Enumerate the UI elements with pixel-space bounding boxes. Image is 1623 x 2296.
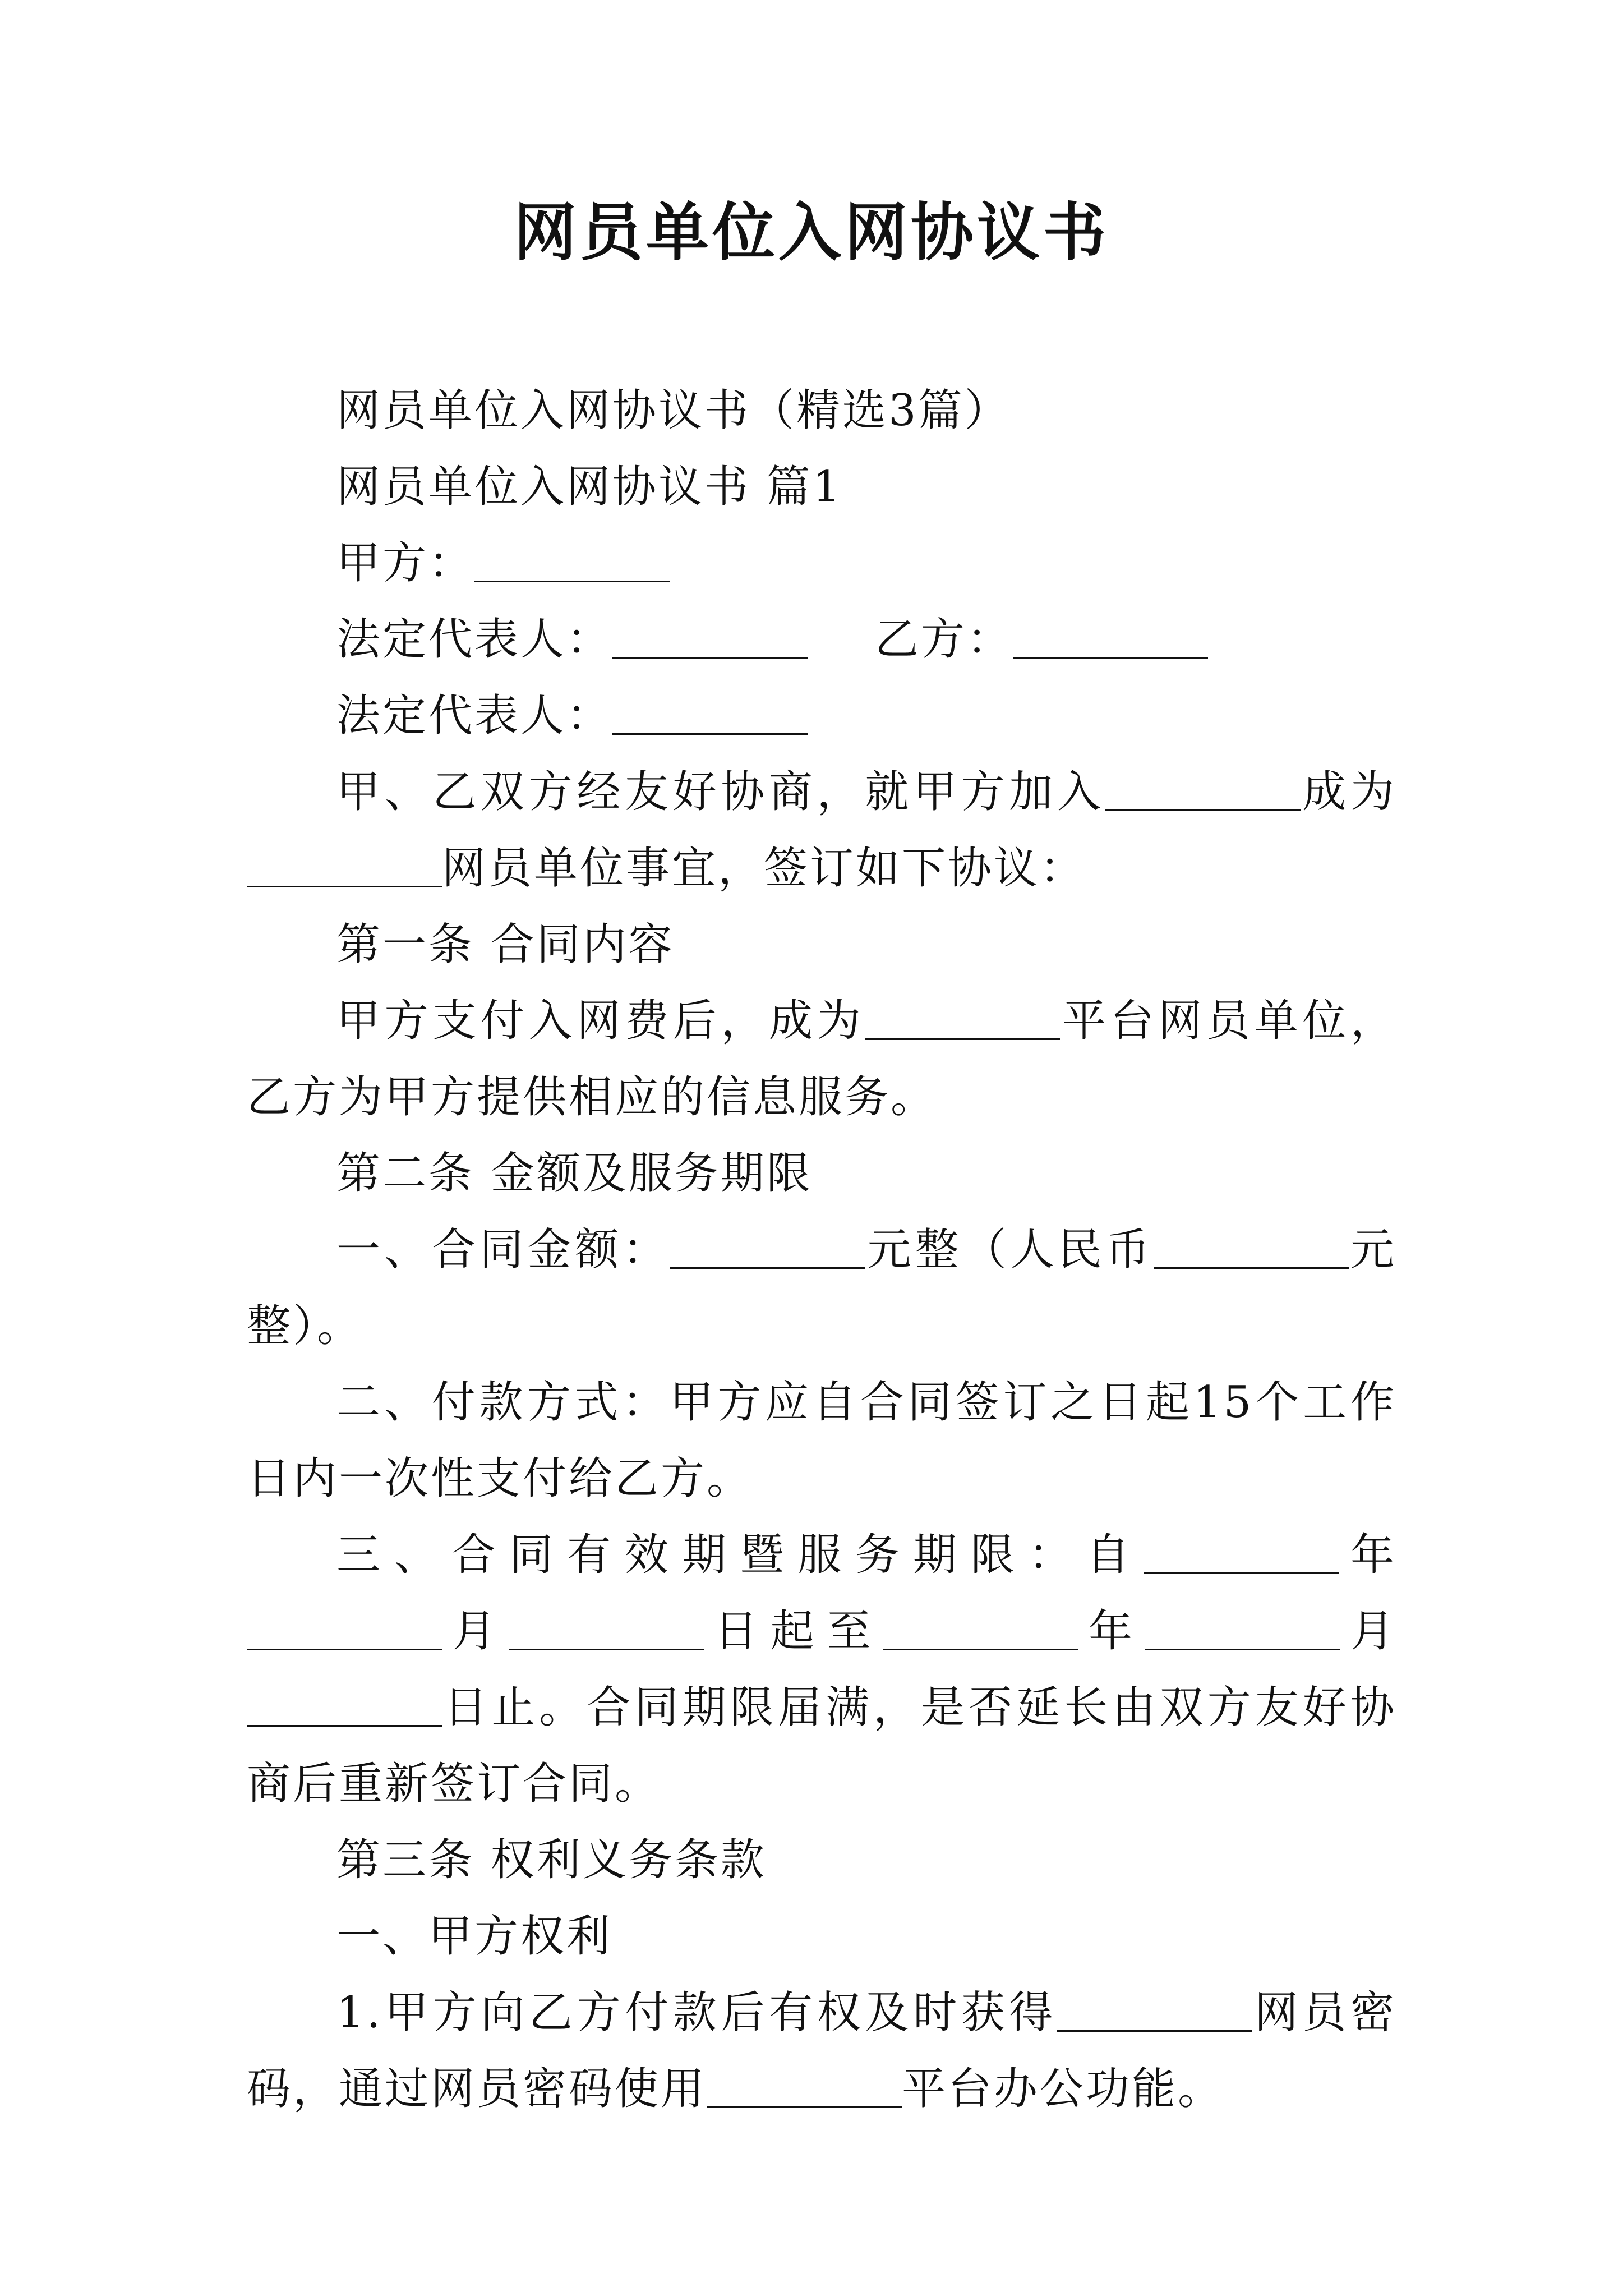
- party-a-label: 甲方：: [336, 538, 475, 588]
- subtitle: 网员单位入网协议书（精选3篇）: [336, 385, 1011, 436]
- blank-line: [247, 1681, 442, 1727]
- article3-sub1: 一、甲方权利: [336, 1911, 613, 1962]
- blank-line: [1057, 1986, 1252, 2032]
- article2-amount: 一、合同金额： 元整（人民币 元整）。: [247, 1225, 1396, 1351]
- legal-rep-line: [247, 601, 1396, 678]
- blank-line: [670, 1223, 865, 1269]
- legal-rep-b-label: 法定代表人：: [336, 691, 613, 741]
- blank-line: [247, 842, 442, 887]
- blank-line: [474, 537, 670, 582]
- blank-line: [707, 2063, 902, 2108]
- article2-payment: 二、付款方式：甲方应自合同签订之日起15个工作日内一次性支付给乙方。: [247, 1377, 1396, 1504]
- article2-term: 三、合同有效期暨服务期限：自 年月 日起至 年 月日止。合同期限届满，是否延长由双方友好协商后重新签订合同。: [247, 1530, 1396, 1809]
- blank-line: [1145, 1605, 1340, 1650]
- blank-line: [1154, 1223, 1349, 1269]
- article2-heading: 第二条 金额及服务期限: [336, 1148, 813, 1199]
- article3-item1: 1.甲方向乙方付款后有权及时获得 网员密码，通过网员密码使用 平台办公功能。: [247, 1987, 1396, 2114]
- blank-line: [509, 1605, 704, 1650]
- blank-line: [1144, 1529, 1339, 1574]
- legal-rep-b-line: [247, 678, 1396, 754]
- blank-line: [247, 1605, 442, 1650]
- document-title: 网员单位入网协议书: [514, 196, 1109, 269]
- blank-line: [883, 1605, 1078, 1650]
- document-body: [247, 372, 1396, 2127]
- article1-heading: 第一条 合同内容: [336, 919, 675, 970]
- article3-heading: 第三条 权利义务条款: [336, 1835, 767, 1885]
- intro-paragraph: 甲、乙双方经友好协商，就甲方加入 成为网员单位事宜，签订如下协议：: [247, 754, 1396, 907]
- blank-line: [1013, 613, 1208, 659]
- blank-line: [865, 995, 1060, 1040]
- section-heading: 网员单位入网协议书 篇1: [336, 462, 843, 512]
- party-b-label: 乙方：: [875, 614, 1013, 665]
- blank-line: [612, 689, 808, 735]
- article1-text: 甲方支付入网费后，成为 平台网员单位，乙方为甲方提供相应的信息服务。: [247, 996, 1396, 1122]
- party-a-line: [247, 525, 1396, 601]
- blank-line: [612, 613, 808, 659]
- legal-rep-label: 法定代表人：: [336, 614, 613, 665]
- blank-line: [1105, 766, 1301, 811]
